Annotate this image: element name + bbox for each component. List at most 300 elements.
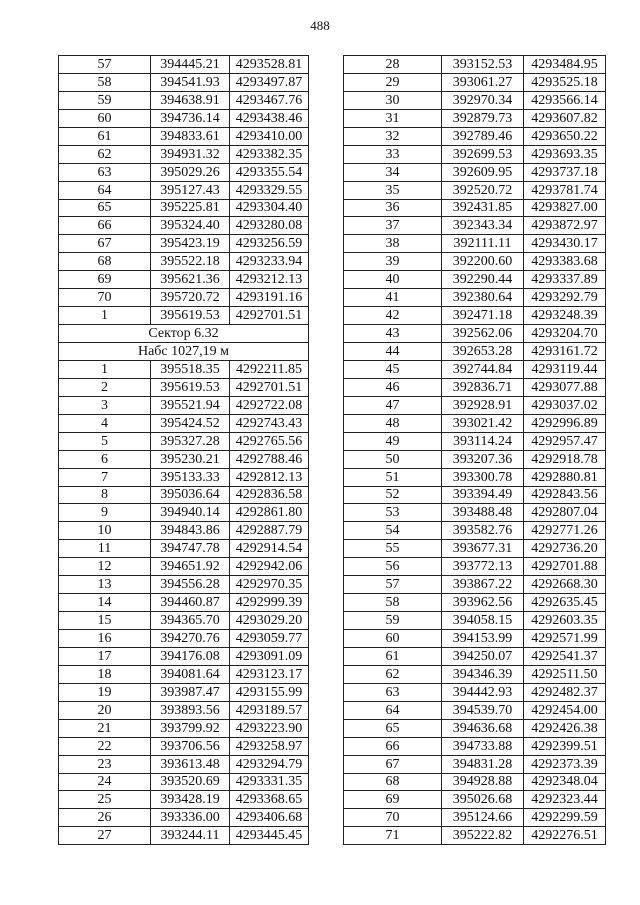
table-row bbox=[344, 719, 606, 737]
point-number-cell: 42 bbox=[344, 307, 442, 325]
point-number-cell: 51 bbox=[344, 468, 442, 486]
x-coordinate-cell: 395029.26 bbox=[151, 163, 230, 181]
x-coordinate-cell: 392928.91 bbox=[442, 396, 524, 414]
y-coordinate-cell: 4292918.78 bbox=[524, 450, 606, 468]
x-coordinate-cell: 394931.32 bbox=[151, 145, 230, 163]
table-row bbox=[59, 414, 309, 432]
point-number-cell: 8 bbox=[59, 486, 151, 504]
table-row bbox=[344, 343, 606, 361]
sector-area-row bbox=[59, 343, 309, 361]
point-number-cell: 2 bbox=[59, 378, 151, 396]
y-coordinate-cell: 4292323.44 bbox=[524, 791, 606, 809]
point-number-cell: 62 bbox=[344, 665, 442, 683]
point-number-cell: 27 bbox=[59, 827, 151, 845]
y-coordinate-cell: 4292722.08 bbox=[230, 396, 309, 414]
table-row bbox=[344, 737, 606, 755]
point-number-cell: 66 bbox=[344, 737, 442, 755]
point-number-cell: 26 bbox=[59, 809, 151, 827]
y-coordinate-cell: 4292736.20 bbox=[524, 540, 606, 558]
y-coordinate-cell: 4293383.68 bbox=[524, 253, 606, 271]
x-coordinate-cell: 395127.43 bbox=[151, 181, 230, 199]
x-coordinate-cell: 393336.00 bbox=[151, 809, 230, 827]
point-number-cell: 20 bbox=[59, 701, 151, 719]
table-row bbox=[344, 809, 606, 827]
table-row bbox=[344, 307, 606, 325]
x-coordinate-cell: 393152.53 bbox=[442, 56, 524, 74]
y-coordinate-cell: 4293161.72 bbox=[524, 343, 606, 361]
table-row bbox=[59, 91, 309, 109]
sector-title-row bbox=[59, 325, 309, 343]
x-coordinate-cell: 394270.76 bbox=[151, 630, 230, 648]
table-row bbox=[344, 271, 606, 289]
point-number-cell: 17 bbox=[59, 647, 151, 665]
x-coordinate-cell: 393893.56 bbox=[151, 701, 230, 719]
y-coordinate-cell: 4293304.40 bbox=[230, 199, 309, 217]
point-number-cell: 10 bbox=[59, 522, 151, 540]
point-number-cell: 23 bbox=[59, 755, 151, 773]
x-coordinate-cell: 394541.93 bbox=[151, 73, 230, 91]
y-coordinate-cell: 4293382.35 bbox=[230, 145, 309, 163]
x-coordinate-cell: 394460.87 bbox=[151, 594, 230, 612]
y-coordinate-cell: 4293693.35 bbox=[524, 145, 606, 163]
y-coordinate-cell: 4293233.94 bbox=[230, 253, 309, 271]
table-row bbox=[344, 755, 606, 773]
point-number-cell: 68 bbox=[344, 773, 442, 791]
point-number-cell: 14 bbox=[59, 594, 151, 612]
table-row bbox=[59, 450, 309, 468]
point-number-cell: 45 bbox=[344, 360, 442, 378]
x-coordinate-cell: 394636.68 bbox=[442, 719, 524, 737]
x-coordinate-cell: 393394.49 bbox=[442, 486, 524, 504]
x-coordinate-cell: 394556.28 bbox=[151, 576, 230, 594]
x-coordinate-cell: 393706.56 bbox=[151, 737, 230, 755]
point-number-cell: 3 bbox=[59, 396, 151, 414]
x-coordinate-cell: 392431.85 bbox=[442, 199, 524, 217]
table-row bbox=[59, 468, 309, 486]
y-coordinate-cell: 4293119.44 bbox=[524, 360, 606, 378]
point-number-cell: 5 bbox=[59, 432, 151, 450]
point-number-cell: 48 bbox=[344, 414, 442, 432]
y-coordinate-cell: 4293781.74 bbox=[524, 181, 606, 199]
y-coordinate-cell: 4293248.39 bbox=[524, 307, 606, 325]
point-number-cell: 32 bbox=[344, 127, 442, 145]
y-coordinate-cell: 4292996.89 bbox=[524, 414, 606, 432]
point-number-cell: 44 bbox=[344, 343, 442, 361]
table-row bbox=[59, 199, 309, 217]
sector-area: Набс 1027,19 м bbox=[59, 343, 309, 361]
y-coordinate-cell: 4293406.68 bbox=[230, 809, 309, 827]
y-coordinate-cell: 4293497.87 bbox=[230, 73, 309, 91]
point-number-cell: 16 bbox=[59, 630, 151, 648]
y-coordinate-cell: 4292999.39 bbox=[230, 594, 309, 612]
x-coordinate-cell: 395327.28 bbox=[151, 432, 230, 450]
y-coordinate-cell: 4293189.57 bbox=[230, 701, 309, 719]
table-row bbox=[59, 271, 309, 289]
x-coordinate-cell: 392789.46 bbox=[442, 127, 524, 145]
table-row bbox=[344, 540, 606, 558]
x-coordinate-cell: 393300.78 bbox=[442, 468, 524, 486]
x-coordinate-cell: 393021.42 bbox=[442, 414, 524, 432]
point-number-cell: 70 bbox=[59, 289, 151, 307]
point-number-cell: 41 bbox=[344, 289, 442, 307]
right-coordinates-table bbox=[343, 55, 606, 845]
table-row bbox=[59, 665, 309, 683]
x-coordinate-cell: 394833.61 bbox=[151, 127, 230, 145]
x-coordinate-cell: 392699.53 bbox=[442, 145, 524, 163]
point-number-cell: 1 bbox=[59, 307, 151, 325]
y-coordinate-cell: 4293191.16 bbox=[230, 289, 309, 307]
x-coordinate-cell: 392471.18 bbox=[442, 307, 524, 325]
table-row bbox=[344, 289, 606, 307]
table-row bbox=[344, 360, 606, 378]
x-coordinate-cell: 392609.95 bbox=[442, 163, 524, 181]
point-number-cell: 30 bbox=[344, 91, 442, 109]
y-coordinate-cell: 4293280.08 bbox=[230, 217, 309, 235]
point-number-cell: 66 bbox=[59, 217, 151, 235]
y-coordinate-cell: 4292701.51 bbox=[230, 307, 309, 325]
point-number-cell: 35 bbox=[344, 181, 442, 199]
table-row bbox=[59, 396, 309, 414]
point-number-cell: 55 bbox=[344, 540, 442, 558]
x-coordinate-cell: 395720.72 bbox=[151, 289, 230, 307]
point-number-cell: 28 bbox=[344, 56, 442, 74]
x-coordinate-cell: 392879.73 bbox=[442, 109, 524, 127]
y-coordinate-cell: 4293566.14 bbox=[524, 91, 606, 109]
point-number-cell: 58 bbox=[344, 594, 442, 612]
table-row bbox=[59, 612, 309, 630]
y-coordinate-cell: 4292211.85 bbox=[230, 360, 309, 378]
y-coordinate-cell: 4293059.77 bbox=[230, 630, 309, 648]
point-number-cell: 36 bbox=[344, 199, 442, 217]
y-coordinate-cell: 4293294.79 bbox=[230, 755, 309, 773]
x-coordinate-cell: 394081.64 bbox=[151, 665, 230, 683]
y-coordinate-cell: 4293029.20 bbox=[230, 612, 309, 630]
y-coordinate-cell: 4293329.55 bbox=[230, 181, 309, 199]
table-row bbox=[344, 91, 606, 109]
y-coordinate-cell: 4293467.76 bbox=[230, 91, 309, 109]
y-coordinate-cell: 4292701.88 bbox=[524, 558, 606, 576]
table-row bbox=[59, 809, 309, 827]
x-coordinate-cell: 392562.06 bbox=[442, 325, 524, 343]
x-coordinate-cell: 395225.81 bbox=[151, 199, 230, 217]
table-row bbox=[59, 773, 309, 791]
x-coordinate-cell: 394176.08 bbox=[151, 647, 230, 665]
y-coordinate-cell: 4292399.51 bbox=[524, 737, 606, 755]
x-coordinate-cell: 395026.68 bbox=[442, 791, 524, 809]
table-row bbox=[59, 432, 309, 450]
point-number-cell: 13 bbox=[59, 576, 151, 594]
table-row bbox=[344, 827, 606, 845]
x-coordinate-cell: 392653.28 bbox=[442, 343, 524, 361]
y-coordinate-cell: 4292276.51 bbox=[524, 827, 606, 845]
table-row bbox=[59, 217, 309, 235]
x-coordinate-cell: 395424.52 bbox=[151, 414, 230, 432]
x-coordinate-cell: 393613.48 bbox=[151, 755, 230, 773]
table-row bbox=[344, 378, 606, 396]
x-coordinate-cell: 394831.28 bbox=[442, 755, 524, 773]
y-coordinate-cell: 4292942.06 bbox=[230, 558, 309, 576]
x-coordinate-cell: 393428.19 bbox=[151, 791, 230, 809]
table-row bbox=[344, 414, 606, 432]
table-row bbox=[59, 791, 309, 809]
x-coordinate-cell: 395518.35 bbox=[151, 360, 230, 378]
y-coordinate-cell: 4292348.04 bbox=[524, 773, 606, 791]
point-number-cell: 61 bbox=[59, 127, 151, 145]
x-coordinate-cell: 395133.33 bbox=[151, 468, 230, 486]
point-number-cell: 38 bbox=[344, 235, 442, 253]
y-coordinate-cell: 4293438.46 bbox=[230, 109, 309, 127]
table-row bbox=[59, 163, 309, 181]
point-number-cell: 60 bbox=[344, 630, 442, 648]
y-coordinate-cell: 4292843.56 bbox=[524, 486, 606, 504]
table-row bbox=[59, 827, 309, 845]
y-coordinate-cell: 4293484.95 bbox=[524, 56, 606, 74]
y-coordinate-cell: 4292812.13 bbox=[230, 468, 309, 486]
y-coordinate-cell: 4293331.35 bbox=[230, 773, 309, 791]
table-row bbox=[59, 127, 309, 145]
table-row bbox=[59, 235, 309, 253]
x-coordinate-cell: 394733.88 bbox=[442, 737, 524, 755]
table-row bbox=[59, 701, 309, 719]
point-number-cell: 11 bbox=[59, 540, 151, 558]
x-coordinate-cell: 393061.27 bbox=[442, 73, 524, 91]
y-coordinate-cell: 4293155.99 bbox=[230, 683, 309, 701]
y-coordinate-cell: 4292861.80 bbox=[230, 504, 309, 522]
x-coordinate-cell: 393677.31 bbox=[442, 540, 524, 558]
x-coordinate-cell: 394843.86 bbox=[151, 522, 230, 540]
point-number-cell: 65 bbox=[344, 719, 442, 737]
table-row bbox=[59, 109, 309, 127]
x-coordinate-cell: 394365.70 bbox=[151, 612, 230, 630]
point-number-cell: 64 bbox=[59, 181, 151, 199]
y-coordinate-cell: 4292788.46 bbox=[230, 450, 309, 468]
x-coordinate-cell: 395230.21 bbox=[151, 450, 230, 468]
y-coordinate-cell: 4292635.45 bbox=[524, 594, 606, 612]
table-row bbox=[59, 683, 309, 701]
x-coordinate-cell: 392200.60 bbox=[442, 253, 524, 271]
y-coordinate-cell: 4293204.70 bbox=[524, 325, 606, 343]
y-coordinate-cell: 4292836.58 bbox=[230, 486, 309, 504]
sector-title: Сектор 6.32 bbox=[59, 325, 309, 343]
table-row bbox=[59, 181, 309, 199]
x-coordinate-cell: 394747.78 bbox=[151, 540, 230, 558]
x-coordinate-cell: 393987.47 bbox=[151, 683, 230, 701]
table-row bbox=[344, 576, 606, 594]
x-coordinate-cell: 393582.76 bbox=[442, 522, 524, 540]
table-row bbox=[344, 665, 606, 683]
point-number-cell: 69 bbox=[59, 271, 151, 289]
point-number-cell: 65 bbox=[59, 199, 151, 217]
y-coordinate-cell: 4293368.65 bbox=[230, 791, 309, 809]
x-coordinate-cell: 394539.70 bbox=[442, 701, 524, 719]
table-row bbox=[59, 576, 309, 594]
y-coordinate-cell: 4292571.99 bbox=[524, 630, 606, 648]
point-number-cell: 50 bbox=[344, 450, 442, 468]
table-row bbox=[344, 396, 606, 414]
table-row bbox=[344, 504, 606, 522]
table-row bbox=[344, 163, 606, 181]
x-coordinate-cell: 394346.39 bbox=[442, 665, 524, 683]
x-coordinate-cell: 392380.64 bbox=[442, 289, 524, 307]
table-row bbox=[59, 289, 309, 307]
y-coordinate-cell: 4293445.45 bbox=[230, 827, 309, 845]
y-coordinate-cell: 4293337.89 bbox=[524, 271, 606, 289]
x-coordinate-cell: 394651.92 bbox=[151, 558, 230, 576]
point-number-cell: 67 bbox=[344, 755, 442, 773]
table-row bbox=[344, 56, 606, 74]
point-number-cell: 58 bbox=[59, 73, 151, 91]
x-coordinate-cell: 392111.11 bbox=[442, 235, 524, 253]
x-coordinate-cell: 393488.48 bbox=[442, 504, 524, 522]
x-coordinate-cell: 394250.07 bbox=[442, 647, 524, 665]
y-coordinate-cell: 4292541.37 bbox=[524, 647, 606, 665]
table-row bbox=[59, 558, 309, 576]
y-coordinate-cell: 4293528.81 bbox=[230, 56, 309, 74]
table-row bbox=[344, 181, 606, 199]
table-row bbox=[344, 432, 606, 450]
point-number-cell: 39 bbox=[344, 253, 442, 271]
x-coordinate-cell: 393962.56 bbox=[442, 594, 524, 612]
y-coordinate-cell: 4292511.50 bbox=[524, 665, 606, 683]
table-row bbox=[344, 683, 606, 701]
point-number-cell: 18 bbox=[59, 665, 151, 683]
x-coordinate-cell: 395036.64 bbox=[151, 486, 230, 504]
x-coordinate-cell: 392836.71 bbox=[442, 378, 524, 396]
table-row bbox=[59, 307, 309, 325]
table-row bbox=[344, 235, 606, 253]
x-coordinate-cell: 395619.53 bbox=[151, 307, 230, 325]
point-number-cell: 68 bbox=[59, 253, 151, 271]
point-number-cell: 60 bbox=[59, 109, 151, 127]
point-number-cell: 25 bbox=[59, 791, 151, 809]
point-number-cell: 29 bbox=[344, 73, 442, 91]
y-coordinate-cell: 4292668.30 bbox=[524, 576, 606, 594]
point-number-cell: 6 bbox=[59, 450, 151, 468]
y-coordinate-cell: 4292743.43 bbox=[230, 414, 309, 432]
y-coordinate-cell: 4293827.00 bbox=[524, 199, 606, 217]
point-number-cell: 57 bbox=[344, 576, 442, 594]
point-number-cell: 15 bbox=[59, 612, 151, 630]
table-row bbox=[344, 253, 606, 271]
y-coordinate-cell: 4292426.38 bbox=[524, 719, 606, 737]
table-row bbox=[344, 325, 606, 343]
x-coordinate-cell: 394940.14 bbox=[151, 504, 230, 522]
x-coordinate-cell: 394638.91 bbox=[151, 91, 230, 109]
point-number-cell: 53 bbox=[344, 504, 442, 522]
y-coordinate-cell: 4292454.00 bbox=[524, 701, 606, 719]
y-coordinate-cell: 4293430.17 bbox=[524, 235, 606, 253]
x-coordinate-cell: 394153.99 bbox=[442, 630, 524, 648]
table-row bbox=[344, 450, 606, 468]
point-number-cell: 63 bbox=[59, 163, 151, 181]
y-coordinate-cell: 4293410.00 bbox=[230, 127, 309, 145]
left-coordinates-table bbox=[58, 55, 309, 845]
point-number-cell: 64 bbox=[344, 701, 442, 719]
point-number-cell: 34 bbox=[344, 163, 442, 181]
y-coordinate-cell: 4293223.90 bbox=[230, 719, 309, 737]
x-coordinate-cell: 392970.34 bbox=[442, 91, 524, 109]
x-coordinate-cell: 393772.13 bbox=[442, 558, 524, 576]
table-row bbox=[344, 558, 606, 576]
x-coordinate-cell: 395621.36 bbox=[151, 271, 230, 289]
table-row bbox=[344, 612, 606, 630]
table-row bbox=[59, 540, 309, 558]
y-coordinate-cell: 4293355.54 bbox=[230, 163, 309, 181]
y-coordinate-cell: 4292807.04 bbox=[524, 504, 606, 522]
x-coordinate-cell: 392520.72 bbox=[442, 181, 524, 199]
x-coordinate-cell: 395521.94 bbox=[151, 396, 230, 414]
table-row bbox=[344, 486, 606, 504]
table-row bbox=[344, 647, 606, 665]
table-row bbox=[344, 630, 606, 648]
y-coordinate-cell: 4293091.09 bbox=[230, 647, 309, 665]
x-coordinate-cell: 392744.84 bbox=[442, 360, 524, 378]
table-row bbox=[59, 253, 309, 271]
x-coordinate-cell: 395222.82 bbox=[442, 827, 524, 845]
table-row bbox=[344, 701, 606, 719]
table-row bbox=[59, 630, 309, 648]
x-coordinate-cell: 393207.36 bbox=[442, 450, 524, 468]
point-number-cell: 7 bbox=[59, 468, 151, 486]
y-coordinate-cell: 4292299.59 bbox=[524, 809, 606, 827]
point-number-cell: 31 bbox=[344, 109, 442, 127]
y-coordinate-cell: 4293737.18 bbox=[524, 163, 606, 181]
y-coordinate-cell: 4292373.39 bbox=[524, 755, 606, 773]
x-coordinate-cell: 394928.88 bbox=[442, 773, 524, 791]
y-coordinate-cell: 4293212.13 bbox=[230, 271, 309, 289]
y-coordinate-cell: 4293525.18 bbox=[524, 73, 606, 91]
x-coordinate-cell: 395324.40 bbox=[151, 217, 230, 235]
table-row bbox=[59, 56, 309, 74]
y-coordinate-cell: 4293292.79 bbox=[524, 289, 606, 307]
table-row bbox=[344, 127, 606, 145]
point-number-cell: 21 bbox=[59, 719, 151, 737]
point-number-cell: 37 bbox=[344, 217, 442, 235]
y-coordinate-cell: 4293077.88 bbox=[524, 378, 606, 396]
y-coordinate-cell: 4292771.26 bbox=[524, 522, 606, 540]
table-row bbox=[344, 109, 606, 127]
point-number-cell: 59 bbox=[344, 612, 442, 630]
point-number-cell: 49 bbox=[344, 432, 442, 450]
point-number-cell: 9 bbox=[59, 504, 151, 522]
y-coordinate-cell: 4293123.17 bbox=[230, 665, 309, 683]
point-number-cell: 43 bbox=[344, 325, 442, 343]
point-number-cell: 57 bbox=[59, 56, 151, 74]
point-number-cell: 71 bbox=[344, 827, 442, 845]
x-coordinate-cell: 394442.93 bbox=[442, 683, 524, 701]
table-row bbox=[59, 647, 309, 665]
table-row bbox=[344, 73, 606, 91]
x-coordinate-cell: 393244.11 bbox=[151, 827, 230, 845]
x-coordinate-cell: 392290.44 bbox=[442, 271, 524, 289]
x-coordinate-cell: 395423.19 bbox=[151, 235, 230, 253]
point-number-cell: 47 bbox=[344, 396, 442, 414]
y-coordinate-cell: 4292914.54 bbox=[230, 540, 309, 558]
point-number-cell: 63 bbox=[344, 683, 442, 701]
x-coordinate-cell: 392343.34 bbox=[442, 217, 524, 235]
x-coordinate-cell: 394736.14 bbox=[151, 109, 230, 127]
y-coordinate-cell: 4292880.81 bbox=[524, 468, 606, 486]
point-number-cell: 69 bbox=[344, 791, 442, 809]
y-coordinate-cell: 4292603.35 bbox=[524, 612, 606, 630]
table-row bbox=[59, 737, 309, 755]
table-row bbox=[344, 791, 606, 809]
table-row bbox=[344, 199, 606, 217]
y-coordinate-cell: 4293256.59 bbox=[230, 235, 309, 253]
y-coordinate-cell: 4292765.56 bbox=[230, 432, 309, 450]
x-coordinate-cell: 393867.22 bbox=[442, 576, 524, 594]
point-number-cell: 46 bbox=[344, 378, 442, 396]
